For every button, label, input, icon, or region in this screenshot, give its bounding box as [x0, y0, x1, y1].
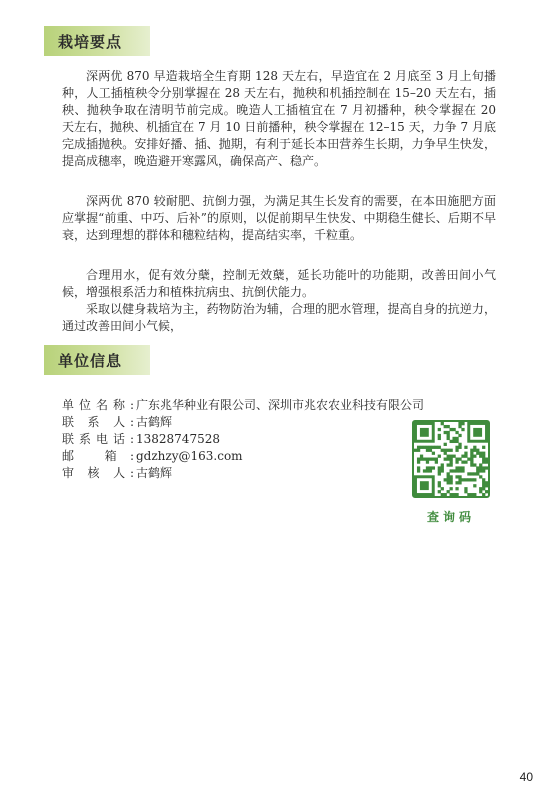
info-value: gdzhzy@163.com: [136, 449, 243, 463]
unit-info-list: [62, 397, 424, 482]
unit-name-row: [62, 397, 424, 414]
paragraph-pest-control: 采取以健身栽培为主，药物防治为辅，合理的肥水管理，提高自身的抗逆力，通过改善田间小气候，: [62, 302, 496, 333]
info-value: 古鹤辉: [136, 466, 173, 480]
info-label: 审 核 人:: [62, 466, 134, 480]
info-value: 13828747528: [136, 432, 220, 446]
phone-row: [62, 431, 424, 448]
paragraph-planting-schedule: 深两优 870 早造栽培全生育期 128 天左右，早造宜在 2 月底至 3 月上旬播种，人工插植秧令分别掌握在 28 天左右，抛秧和机插控制在 15–20 天左右，插秧、抛秧争取在清明节前完成。晚造人工插植宜在 7 月初播种，秧令掌握在 20 天左右，抛秧、机插宜在 7 月 10 日前播种，秧令掌握在 12–15 天，力争 7 月底完成插抛秧。安排好播、插、抛期，有利于延长本田营养生长期，力争早生快发，提高成穗率，晚造避开寒露风，确保高产、稳产。: [62, 69, 496, 168]
section-title-unit-info: 单位信息: [44, 345, 150, 375]
qr-caption: 查询码: [426, 510, 475, 524]
page-number: 40: [519, 770, 533, 784]
section-title-cultivation: 栽培要点: [44, 26, 150, 56]
info-label: 邮 箱:: [62, 449, 134, 463]
paragraph-water-management: 合理用水，促有效分蘖，控制无效蘖，延长功能叶的功能期，改善田间小气候，增强根系活力和植株抗病虫、抗倒伏能力。: [62, 268, 496, 299]
info-label: 单位名称:: [62, 398, 134, 412]
contact-row: [62, 414, 424, 431]
qr-code-icon[interactable]: [412, 420, 490, 498]
paragraph-fertilization: 深两优 870 较耐肥、抗倒力强，为满足其生长发育的需要，在本田施肥方面应掌握“前重、中巧、后补”的原则，以促前期早生快发、中期稳生健长、后期不早衰，达到理想的群体和穗粒结构，提高结实率，千粒重。: [62, 194, 496, 242]
info-value: 古鹤辉: [136, 415, 173, 429]
info-label: 联 系 人:: [62, 415, 134, 429]
reviewer-row: [62, 465, 424, 482]
qr-code-graphic: [414, 422, 488, 496]
email-row: [62, 448, 424, 465]
info-value: 广东兆华种业有限公司、深圳市兆农农业科技有限公司: [136, 398, 425, 412]
info-label: 联系电话:: [62, 432, 134, 446]
